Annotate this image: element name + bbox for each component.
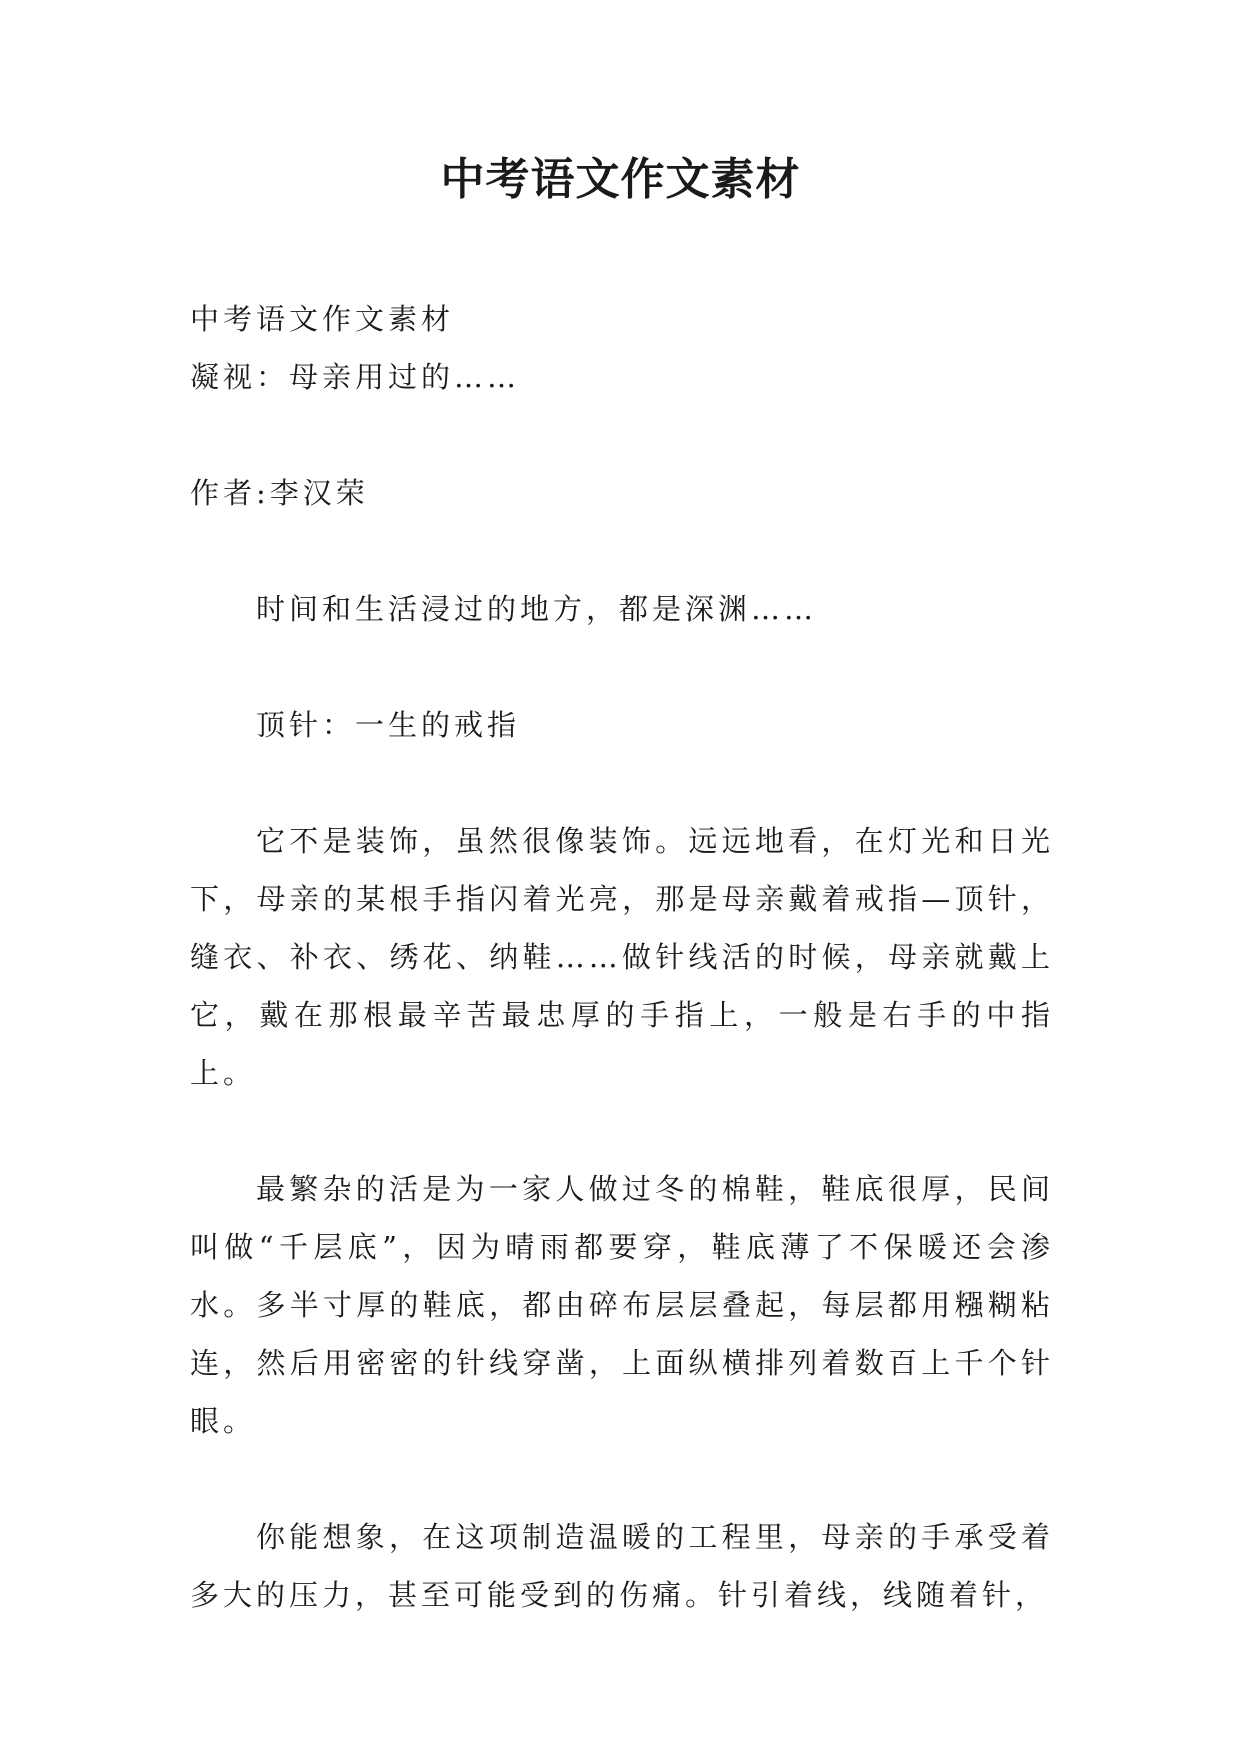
paragraph: 时间和生活浸过的地方，都是深渊…… — [256, 592, 818, 626]
blank-line — [190, 1102, 1054, 1160]
heading-line: 凝视：母亲用过的…… — [190, 360, 521, 394]
paragraph: 它不是装饰，虽然很像装饰。远远地看，在灯光和日光下，母亲的某根手指闪着光亮，那是母亲戴着戒指—顶针，缝衣、补衣、绣花、纳鞋……做针线活的时候，母亲就戴上它，戴在那根最辛苦最忠厚的手指上，一般是右手的中指上。 — [190, 824, 1054, 1090]
blank-line — [190, 754, 1054, 812]
author-line: 作者:李汉荣 — [190, 476, 369, 510]
document-title: 中考语文作文素材 — [440, 154, 801, 205]
paragraph: 你能想象，在这项制造温暖的工程里，母亲的手承受着多大的压力，甚至可能受到的伤痛。针引着线，线随着针， — [190, 1520, 1054, 1612]
blank-line — [190, 638, 1054, 696]
document-body — [190, 290, 1054, 1624]
blank-line — [190, 522, 1054, 580]
subtitle-line: 中考语文作文素材 — [190, 302, 455, 336]
paragraph: 最繁杂的活是为一家人做过冬的棉鞋，鞋底很厚，民间叫做“千层底”，因为晴雨都要穿，鞋底薄了不保暖还会渗水。多半寸厚的鞋底，都由碎布层层叠起，每层都用糨糊粘连，然后用密密的针线穿凿，上面纵横排列着数百上千个针眼。 — [190, 1172, 1054, 1438]
blank-line — [190, 1450, 1054, 1508]
blank-line — [190, 406, 1054, 464]
section-heading: 顶针：一生的戒指 — [256, 708, 521, 742]
